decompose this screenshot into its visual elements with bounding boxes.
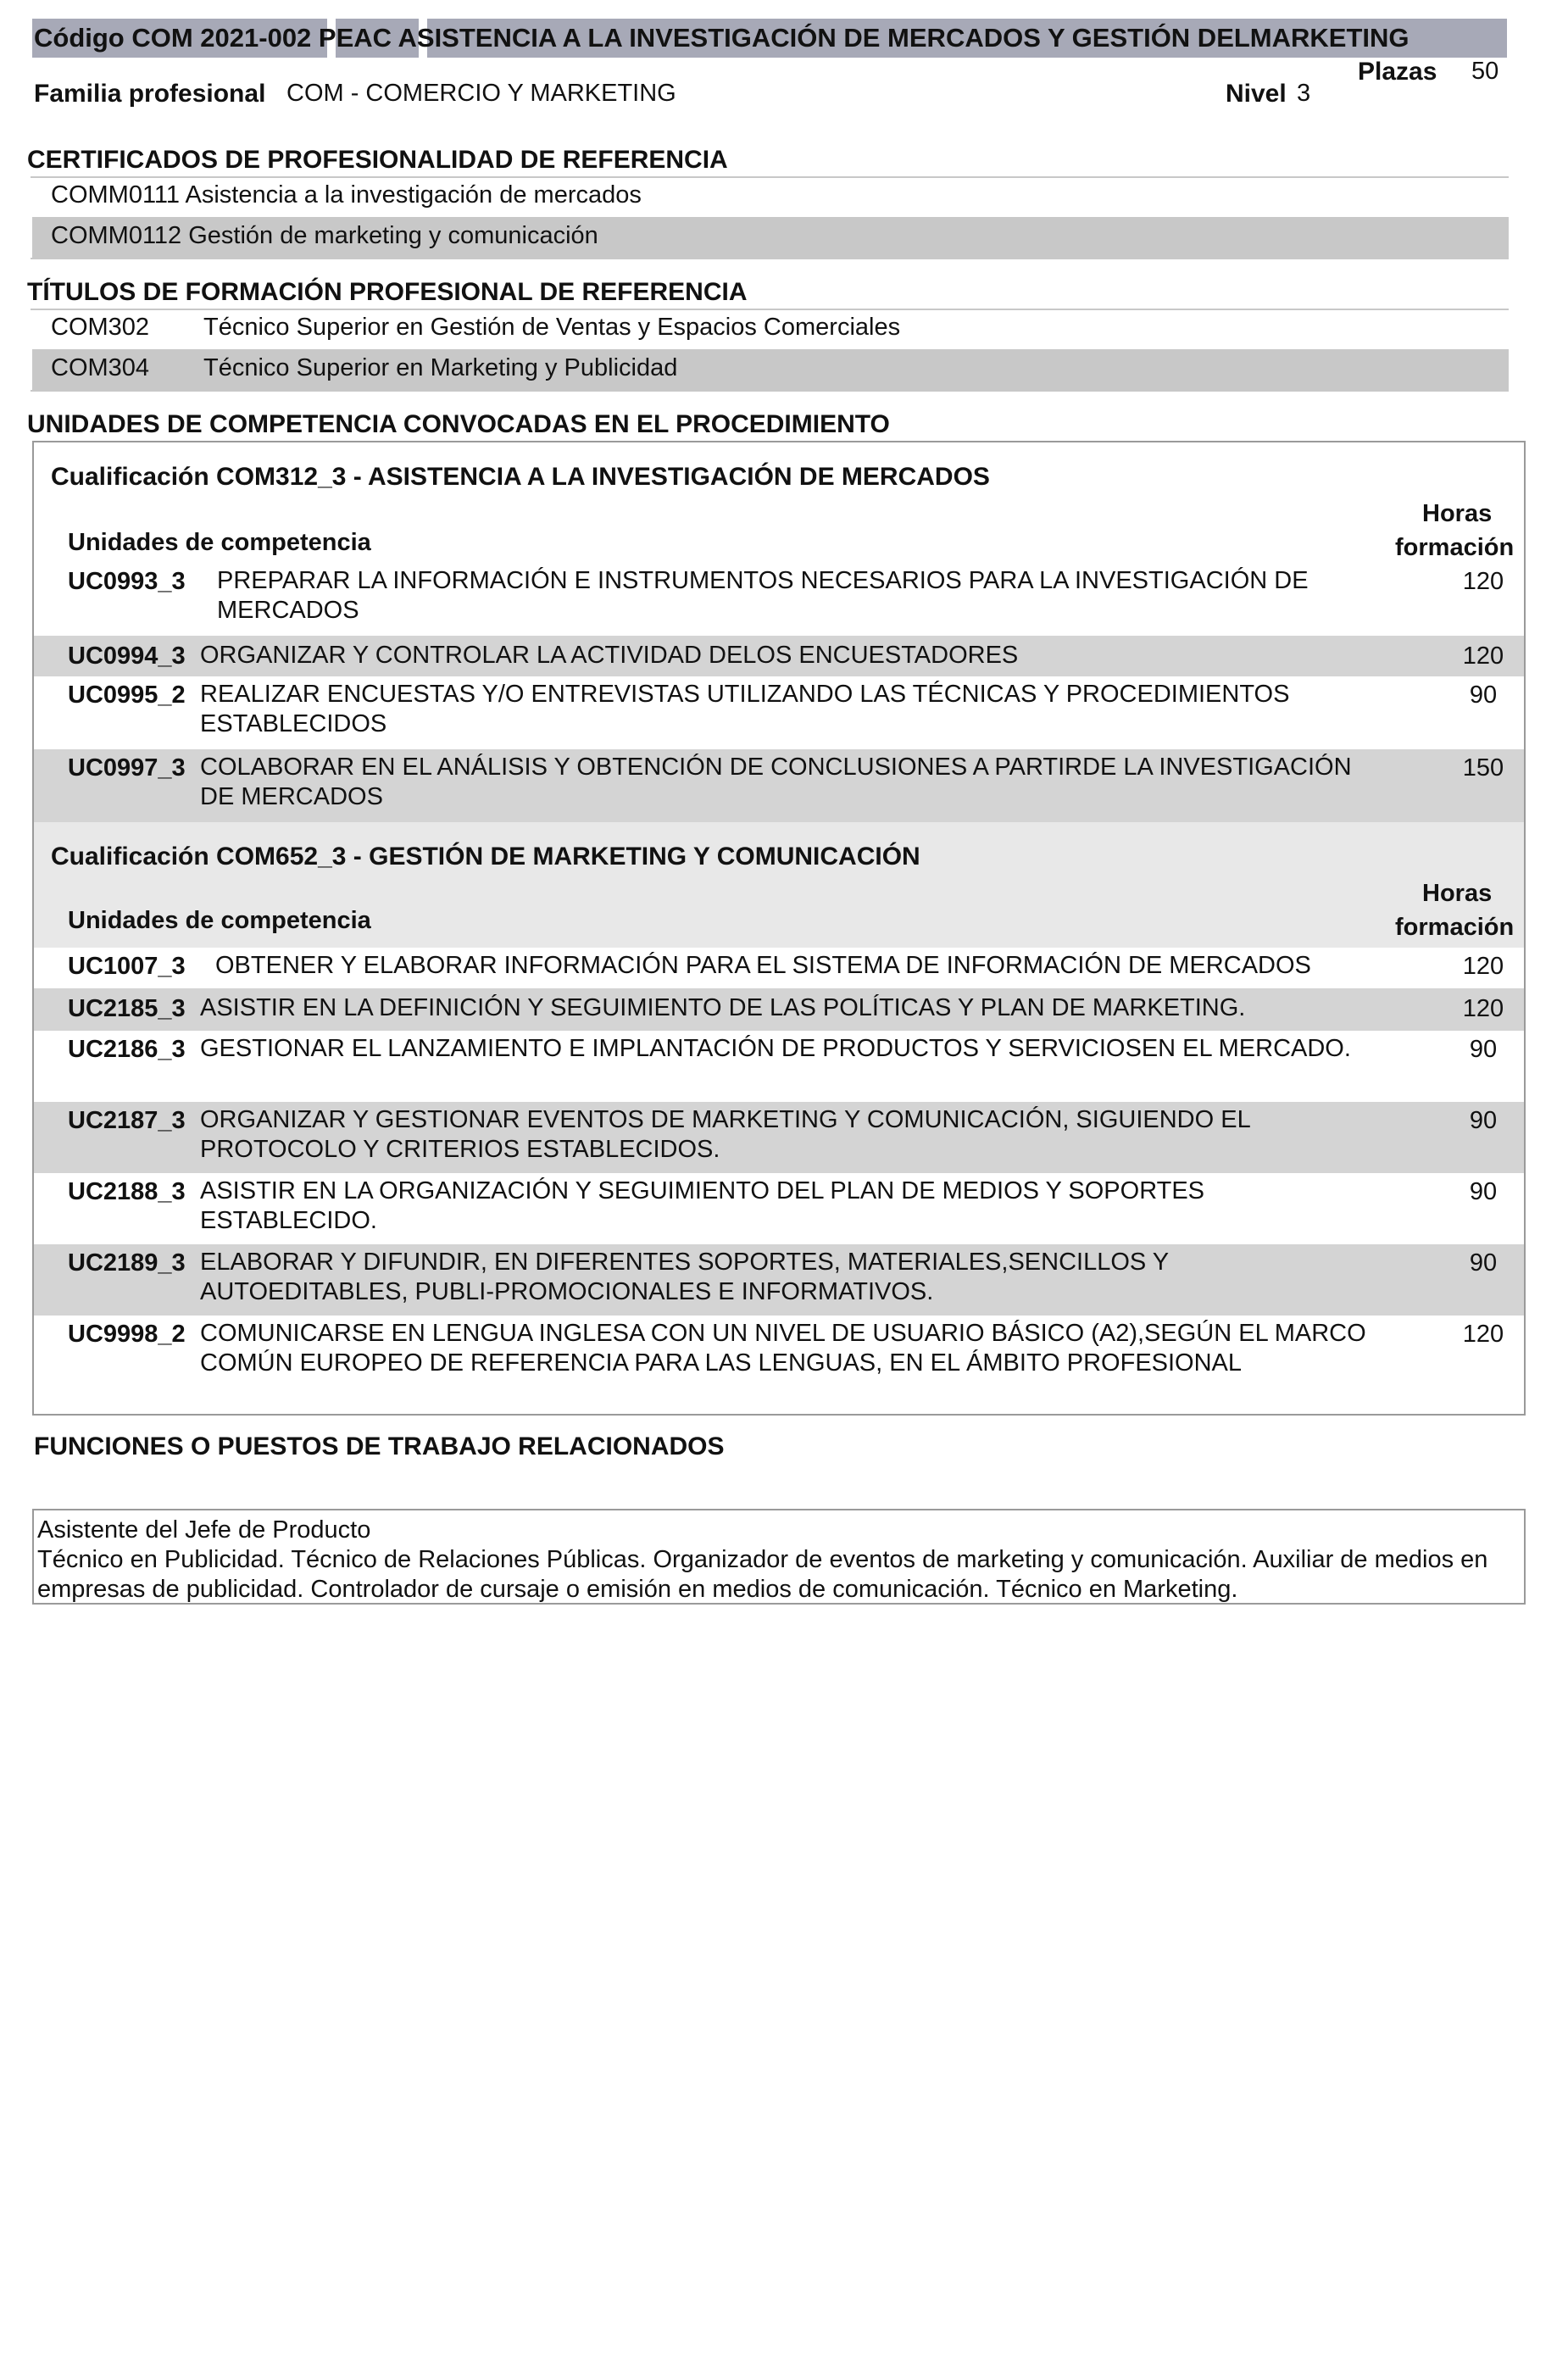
cualificacion-title: Cualificación COM652_3 - GESTIÓN DE MARKETING Y COMUNICACIÓN <box>51 843 920 871</box>
uc-code: UC2185_3 <box>68 995 186 1022</box>
cualificacion-title: Cualificación COM312_3 - ASISTENCIA A LA INVESTIGACIÓN DE MERCADOS <box>51 463 990 491</box>
uc-hours: 120 <box>1462 953 1504 980</box>
certificado-item: COMM0111 Asistencia a la investigación de mercados <box>51 181 642 209</box>
table-row <box>34 1102 1524 1173</box>
col-horas-header: Horas <box>1422 500 1493 527</box>
uc-description: ASISTIR EN LA ORGANIZACIÓN Y SEGUIMIENTO DEL PLAN DE MEDIOS Y SOPORTES ESTABLECIDO. <box>200 1177 1205 1234</box>
uc-hours: 90 <box>1469 1036 1498 1063</box>
unidades-title: UNIDADES DE COMPETENCIA CONVOCADAS EN EL PROCEDIMIENTO <box>27 410 890 438</box>
titulo-code: COM304 <box>51 354 150 381</box>
funciones-title: FUNCIONES O PUESTOS DE TRABAJO RELACIONADOS <box>34 1432 725 1460</box>
titulos-title: TÍTULOS DE FORMACIÓN PROFESIONAL DE REFERENCIA <box>27 278 748 306</box>
funciones-line: Técnico en Publicidad. Técnico de Relaciones Públicas. Organizador de eventos de marketing y comunicación. Auxiliar de medios en empresas de publicidad. Controlador de cursaje o emisión en medios de comunicación. Técnico en Marketing. <box>37 1546 1488 1603</box>
familia-value: COM - COMERCIO Y MARKETING <box>286 80 676 107</box>
nivel-label: Nivel <box>1226 80 1287 108</box>
uc-code: UC0993_3 <box>68 568 186 595</box>
uc-hours: 120 <box>1462 642 1504 670</box>
funciones-box <box>32 1509 1526 1605</box>
uc-hours: 120 <box>1462 568 1504 595</box>
table-row <box>34 948 1524 988</box>
titulo-name: Técnico Superior en Gestión de Ventas y Espacios Comerciales <box>203 314 901 341</box>
divider <box>31 176 1509 178</box>
uc-code: UC0997_3 <box>68 754 186 782</box>
familia-label: Familia profesional <box>34 80 266 108</box>
col-formacion-header: formación <box>1395 534 1515 561</box>
uc-description: ASISTIR EN LA DEFINICIÓN Y SEGUIMIENTO DE LAS POLÍTICAS Y PLAN DE MARKETING. <box>200 994 1246 1021</box>
uc-hours: 90 <box>1469 1249 1498 1277</box>
table-row <box>34 636 1524 676</box>
table-row <box>34 749 1524 822</box>
uc-code: UC2186_3 <box>68 1036 186 1063</box>
nivel-value: 3 <box>1297 80 1311 107</box>
uc-description: PREPARAR LA INFORMACIÓN E INSTRUMENTOS NECESARIOS PARA LA INVESTIGACIÓN DE MERCADOS <box>217 567 1309 624</box>
uc-description: REALIZAR ENCUESTAS Y/O ENTREVISTAS UTILIZANDO LAS TÉCNICAS Y PROCEDIMIENTOS ESTABLECIDOS <box>200 681 1290 737</box>
table-row <box>34 1244 1524 1316</box>
col-formacion-header: formación <box>1395 914 1515 941</box>
col-horas-header: Horas <box>1422 880 1493 907</box>
table-row <box>34 1173 1524 1244</box>
page-title: Código COM 2021-002 PEAC ASISTENCIA A LA INVESTIGACIÓN DE MERCADOS Y GESTIÓN DELMARKETING <box>34 23 1410 53</box>
certificados-title: CERTIFICADOS DE PROFESIONALIDAD DE REFERENCIA <box>27 146 728 174</box>
uc-hours: 150 <box>1462 754 1504 782</box>
certificado-item: COMM0112 Gestión de marketing y comunicación <box>51 222 598 249</box>
uc-hours: 120 <box>1462 995 1504 1022</box>
funciones-line: Asistente del Jefe de Producto <box>37 1516 371 1544</box>
table-row <box>34 1316 1524 1414</box>
uc-hours: 90 <box>1469 1107 1498 1134</box>
uc-code: UC2188_3 <box>68 1178 186 1205</box>
uc-code: UC1007_3 <box>68 953 186 980</box>
uc-description: ELABORAR Y DIFUNDIR, EN DIFERENTES SOPORTES, MATERIALES,SENCILLOS Y AUTOEDITABLES, PUBLI-PROMOCIONALES E INFORMATIVOS. <box>200 1249 1169 1305</box>
table-row <box>34 676 1524 749</box>
uc-code: UC0994_3 <box>68 642 186 670</box>
uc-code: UC2187_3 <box>68 1107 186 1134</box>
uc-description: GESTIONAR EL LANZAMIENTO E IMPLANTACIÓN DE PRODUCTOS Y SERVICIOSEN EL MERCADO. <box>200 1035 1351 1062</box>
uc-code: UC0995_2 <box>68 681 186 709</box>
table-row <box>34 563 1524 636</box>
divider <box>31 309 1509 310</box>
uc-description: COMUNICARSE EN LENGUA INGLESA CON UN NIVEL DE USUARIO BÁSICO (A2),SEGÚN EL MARCO COMÚN EUROPEO DE REFERENCIA PARA LAS LENGUAS, EN EL ÁMBITO PROFESIONAL <box>200 1320 1366 1377</box>
titulo-name: Técnico Superior en Marketing y Publicidad <box>203 354 678 381</box>
titulo-code: COM302 <box>51 314 150 341</box>
uc-code: UC9998_2 <box>68 1321 186 1348</box>
uc-description: OBTENER Y ELABORAR INFORMACIÓN PARA EL SISTEMA DE INFORMACIÓN DE MERCADOS <box>215 952 1311 979</box>
col-unidades-header: Unidades de competencia <box>68 529 371 556</box>
uc-hours: 90 <box>1469 681 1498 709</box>
plazas-value: 50 <box>1471 58 1499 85</box>
col-unidades-header: Unidades de competencia <box>68 907 371 934</box>
divider <box>31 258 1509 259</box>
divider <box>31 390 1509 392</box>
table-row <box>34 1031 1524 1102</box>
table-row <box>34 988 1524 1031</box>
uc-description: ORGANIZAR Y GESTIONAR EVENTOS DE MARKETING Y COMUNICACIÓN, SIGUIENDO EL PROTOCOLO Y CRITERIOS ESTABLECIDOS. <box>200 1106 1250 1163</box>
uc-code: UC2189_3 <box>68 1249 186 1277</box>
plazas-label: Plazas <box>1358 58 1437 86</box>
uc-description: COLABORAR EN EL ANÁLISIS Y OBTENCIÓN DE CONCLUSIONES A PARTIRDE LA INVESTIGACIÓN DE MERCADOS <box>200 754 1352 810</box>
uc-hours: 90 <box>1469 1178 1498 1205</box>
uc-hours: 120 <box>1462 1321 1504 1348</box>
uc-description: ORGANIZAR Y CONTROLAR LA ACTIVIDAD DELOS ENCUESTADORES <box>200 642 1019 669</box>
